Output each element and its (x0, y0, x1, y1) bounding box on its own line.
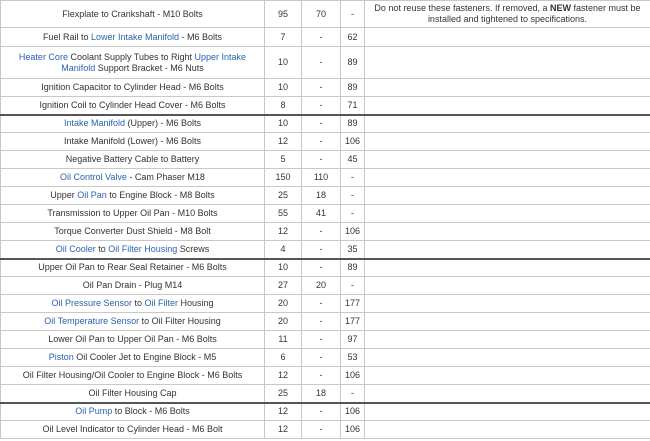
torque-nm-cell: 12 (265, 133, 302, 151)
torque-lbin-cell: - (341, 169, 365, 187)
torque-lbft-cell: - (302, 79, 341, 97)
fastener-description-cell (1, 187, 265, 205)
torque-lbft-cell: - (302, 295, 341, 313)
component-link[interactable]: Oil Control Valve (60, 172, 127, 182)
torque-lbft-cell: 20 (302, 277, 341, 295)
fastener-description-cell (1, 169, 265, 187)
fastener-description-cell (1, 295, 265, 313)
fastener-description-cell (1, 79, 265, 97)
note-empty-cell (365, 151, 650, 169)
table-row (1, 47, 650, 79)
fastener-description-cell (1, 241, 265, 259)
table-row (1, 349, 650, 367)
component-link[interactable]: Oil Filter (144, 298, 178, 308)
description-text: Oil Pan Drain - Plug M14 (82, 280, 183, 290)
torque-nm-cell: 25 (265, 187, 302, 205)
table-row (1, 259, 650, 277)
fastener-description-cell (1, 259, 265, 277)
fastener-description-cell (1, 367, 265, 385)
table-row (1, 223, 650, 241)
table-row (1, 133, 650, 151)
fastener-description-cell (1, 205, 265, 223)
description-text: (Upper) - M6 Bolts (125, 118, 202, 129)
description-text: Coolant Supply Tubes to Right (67, 51, 195, 62)
torque-lbin-cell: - (341, 187, 365, 205)
torque-lbin-cell: 177 (341, 313, 365, 331)
note-empty-cell (365, 28, 650, 47)
note-empty-cell (365, 295, 650, 313)
description-text: Fuel Rail to (42, 31, 91, 42)
torque-lbft-cell: - (302, 28, 341, 47)
description-text: - M6 Bolts (179, 31, 223, 42)
description-text: to Oil Filter Housing (139, 316, 221, 326)
description-text: Negative Battery Cable to Battery (65, 154, 200, 164)
description-text: Upper (50, 190, 78, 200)
torque-lbin-cell: 106 (341, 403, 365, 421)
torque-lbft-cell: 70 (302, 1, 341, 28)
note-empty-cell (365, 277, 650, 295)
torque-lbin-cell: 89 (341, 79, 365, 97)
note-empty-cell (365, 331, 650, 349)
torque-lbft-cell: - (302, 115, 341, 133)
note-empty-cell (365, 133, 650, 151)
fastener-description-cell (1, 115, 265, 133)
torque-nm-cell: 27 (265, 277, 302, 295)
torque-lbin-cell: 62 (341, 28, 365, 47)
note-empty-cell (365, 421, 650, 439)
torque-lbft-cell: - (302, 151, 341, 169)
table-row (1, 385, 650, 403)
fastener-description-cell (1, 403, 265, 421)
torque-lbin-cell: 35 (341, 241, 365, 259)
fastener-description-cell (1, 97, 265, 115)
description-text: Ignition Capacitor to Cylinder Head - M6 Bolts (41, 82, 224, 92)
table-row (1, 97, 650, 115)
torque-lbft-cell: - (302, 259, 341, 277)
torque-lbin-cell: 106 (341, 133, 365, 151)
torque-lbft-cell: - (302, 97, 341, 115)
description-text: to Engine Block - M8 Bolts (106, 190, 215, 200)
description-text: Housing (178, 298, 214, 308)
torque-lbin-cell: 106 (341, 421, 365, 439)
torque-lbft-cell: - (302, 331, 341, 349)
torque-lbft-cell: - (302, 403, 341, 421)
note-empty-cell (365, 79, 650, 97)
torque-lbin-cell: - (341, 1, 365, 28)
torque-nm-cell: 8 (265, 97, 302, 115)
table-row (1, 1, 650, 28)
component-link[interactable]: Intake Manifold (63, 118, 125, 129)
fastener-description-cell (1, 349, 265, 367)
torque-lbft-cell: - (302, 133, 341, 151)
description-text: - Cam Phaser M18 (126, 172, 205, 182)
table-row (1, 277, 650, 295)
torque-nm-cell: 10 (265, 259, 302, 277)
description-text: Lower Oil Pan to Upper Oil Pan - M6 Bolts (48, 334, 217, 344)
fastener-description-cell (1, 1, 265, 28)
torque-lbin-cell: 89 (341, 47, 365, 79)
note-empty-cell (365, 205, 650, 223)
torque-lbft-cell: - (302, 223, 341, 241)
description-text: Upper Oil Pan to Rear Seal Retainer - M6 Bolts (38, 262, 227, 273)
torque-nm-cell: 20 (265, 313, 302, 331)
description-text: Transmission to Upper Oil Pan - M10 Bolts (47, 208, 218, 218)
note-empty-cell (365, 169, 650, 187)
torque-lbin-cell: 89 (341, 115, 365, 133)
torque-lbft-cell: - (302, 349, 341, 367)
torque-nm-cell: 12 (265, 223, 302, 241)
description-text: to (95, 243, 109, 254)
table-row (1, 151, 650, 169)
torque-spec-body (1, 1, 650, 439)
torque-lbft-cell: 18 (302, 385, 341, 403)
torque-nm-cell: 25 (265, 385, 302, 403)
torque-lbft-cell: - (302, 421, 341, 439)
table-row (1, 313, 650, 331)
fastener-description-cell (1, 331, 265, 349)
torque-nm-cell: 10 (265, 47, 302, 79)
torque-nm-cell: 12 (265, 421, 302, 439)
torque-nm-cell: 11 (265, 331, 302, 349)
description-text: Torque Converter Dust Shield - M8 Bolt (54, 226, 211, 236)
torque-nm-cell: 20 (265, 295, 302, 313)
torque-lbin-cell: 45 (341, 151, 365, 169)
note-emphasis: NEW (550, 3, 572, 13)
note-empty-cell (365, 313, 650, 331)
description-text: Oil Filter Housing/Oil Cooler to Engine Block - M6 Bolts (22, 370, 243, 380)
description-text: Support Bracket - M6 Nuts (95, 62, 204, 73)
table-row (1, 28, 650, 47)
torque-nm-cell: 10 (265, 79, 302, 97)
table-row (1, 403, 650, 421)
torque-lbin-cell: 97 (341, 331, 365, 349)
description-text: Oil Filter Housing Cap (88, 387, 177, 398)
description-text: Ignition Coil to Cylinder Head Cover - M6 Bolts (39, 99, 226, 110)
table-row (1, 115, 650, 133)
table-row (1, 79, 650, 97)
torque-lbft-cell: 18 (302, 187, 341, 205)
torque-nm-cell: 12 (265, 403, 302, 421)
fastener-description-cell (1, 421, 265, 439)
table-row (1, 421, 650, 439)
torque-lbin-cell: - (341, 277, 365, 295)
table-row (1, 295, 650, 313)
note-empty-cell (365, 115, 650, 133)
note-empty-cell (365, 349, 650, 367)
component-link[interactable]: Lower Intake Manifold (90, 31, 180, 42)
note-empty-cell (365, 47, 650, 79)
torque-lbft-cell: - (302, 367, 341, 385)
fastener-description-cell (1, 28, 265, 47)
fastener-description-cell (1, 385, 265, 403)
note-empty-cell (365, 223, 650, 241)
torque-lbin-cell: 106 (341, 367, 365, 385)
torque-nm-cell: 7 (265, 28, 302, 47)
torque-lbft-cell: 41 (302, 205, 341, 223)
component-link[interactable]: Oil Pump (75, 406, 113, 417)
torque-lbin-cell: 89 (341, 259, 365, 277)
description-text: to Block - M6 Bolts (112, 406, 190, 417)
note-text: Do not reuse these fasteners. If removed, a (374, 3, 551, 13)
table-row (1, 331, 650, 349)
torque-nm-cell: 55 (265, 205, 302, 223)
note-empty-cell (365, 241, 650, 259)
torque-nm-cell: 150 (265, 169, 302, 187)
fastener-note-cell (365, 1, 650, 28)
torque-nm-cell: 10 (265, 115, 302, 133)
torque-lbin-cell: 71 (341, 97, 365, 115)
torque-lbft-cell: - (302, 241, 341, 259)
torque-lbft-cell: - (302, 313, 341, 331)
table-row (1, 187, 650, 205)
torque-lbin-cell: 106 (341, 223, 365, 241)
description-text: Flexplate to Crankshaft - M10 Bolts (62, 8, 203, 19)
note-empty-cell (365, 259, 650, 277)
note-empty-cell (365, 187, 650, 205)
description-text: Screws (177, 243, 210, 254)
fastener-description-cell (1, 313, 265, 331)
component-link[interactable]: Upper Intake Manifold (61, 51, 247, 73)
note-text: fastener must be installed and tightened to specifications. (427, 3, 641, 24)
table-row (1, 169, 650, 187)
note-empty-cell (365, 385, 650, 403)
torque-lbft-cell: 110 (302, 169, 341, 187)
torque-lbin-cell: 53 (341, 349, 365, 367)
torque-lbin-cell: 177 (341, 295, 365, 313)
torque-nm-cell: 4 (265, 241, 302, 259)
torque-nm-cell: 6 (265, 349, 302, 367)
torque-lbin-cell: - (341, 385, 365, 403)
note-empty-cell (365, 403, 650, 421)
torque-nm-cell: 95 (265, 1, 302, 28)
component-link[interactable]: Oil Pressure Sensor (51, 298, 132, 308)
fastener-description-cell (1, 151, 265, 169)
description-text: Oil Level Indicator to Cylinder Head - M6 Bolt (42, 424, 223, 434)
fastener-description-cell (1, 223, 265, 241)
torque-lbin-cell: - (341, 205, 365, 223)
fastener-description-cell (1, 133, 265, 151)
description-text: Oil Cooler Jet to Engine Block - M5 (73, 352, 217, 362)
note-empty-cell (365, 367, 650, 385)
fastener-description-cell (1, 47, 265, 79)
table-row (1, 367, 650, 385)
component-link[interactable]: Piston (48, 352, 74, 362)
table-row (1, 241, 650, 259)
component-link[interactable]: Oil Filter Housing (108, 243, 178, 254)
description-text: Intake Manifold (Lower) - M6 Bolts (63, 136, 202, 146)
torque-nm-cell: 5 (265, 151, 302, 169)
component-link[interactable]: Oil Temperature Sensor (44, 316, 140, 326)
torque-lbft-cell: - (302, 47, 341, 79)
table-row (1, 205, 650, 223)
component-link[interactable]: Heater Core (18, 51, 68, 62)
torque-nm-cell: 12 (265, 367, 302, 385)
note-empty-cell (365, 97, 650, 115)
component-link[interactable]: Oil Cooler (55, 243, 96, 254)
component-link[interactable]: Oil Pan (77, 190, 107, 200)
description-text: to (131, 298, 145, 308)
fastener-description-cell (1, 277, 265, 295)
